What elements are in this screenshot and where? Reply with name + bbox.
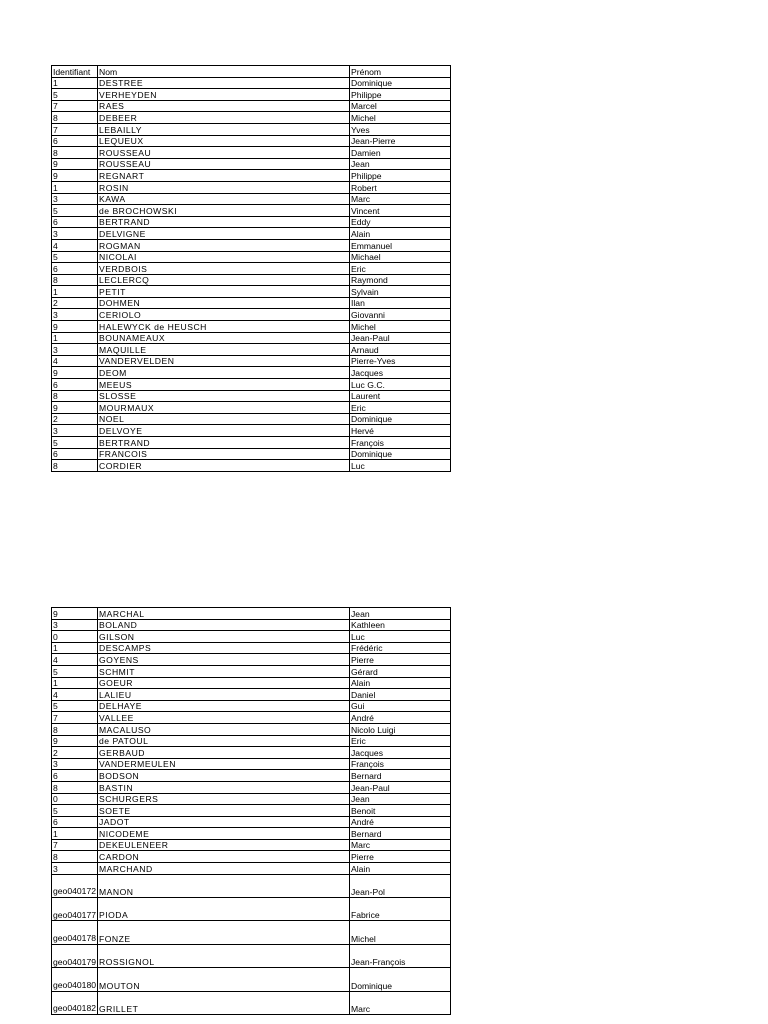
cell-nom: FONZE	[98, 921, 350, 944]
cell-identifiant: 3	[52, 758, 98, 770]
cell-prenom: Gui	[350, 700, 451, 712]
cell-prenom: Jean-Paul	[350, 332, 451, 344]
cell-identifiant: 3	[52, 619, 98, 631]
table-row	[52, 413, 451, 425]
table-row	[52, 274, 451, 286]
table-row	[52, 944, 451, 967]
cell-identifiant: 2	[52, 297, 98, 309]
cell-prenom: Gérard	[350, 665, 451, 677]
cell-prenom: Robert	[350, 181, 451, 193]
cell-nom: DOHMEN	[98, 297, 350, 309]
cell-prenom: Jean-François	[350, 944, 451, 967]
cell-identifiant: 9	[52, 321, 98, 333]
table-row	[52, 425, 451, 437]
cell-prenom: Pierre	[350, 654, 451, 666]
table-row	[52, 448, 451, 460]
cell-identifiant: 1	[52, 286, 98, 298]
cell-prenom: Luc	[350, 631, 451, 643]
cell-identifiant: 6	[52, 816, 98, 828]
table-row	[52, 355, 451, 367]
cell-prenom: Michel	[350, 921, 451, 944]
cell-nom: SOETE	[98, 805, 350, 817]
cell-identifiant: 6	[52, 216, 98, 228]
table-row	[52, 286, 451, 298]
cell-nom: MOUTON	[98, 968, 350, 991]
cell-identifiant: geo040172	[52, 874, 98, 897]
cell-prenom: Vincent	[350, 205, 451, 217]
cell-prenom: Luc G.C.	[350, 379, 451, 391]
cell-prenom: Eddy	[350, 216, 451, 228]
cell-nom: VERHEYDEN	[98, 89, 350, 101]
cell-identifiant: geo040179	[52, 944, 98, 967]
cell-nom: NICODEME	[98, 828, 350, 840]
table-row	[52, 147, 451, 159]
cell-prenom: Jean-Pol	[350, 874, 451, 897]
table-row	[52, 77, 451, 89]
table-row	[52, 747, 451, 759]
cell-nom: ROGMAN	[98, 239, 350, 251]
table-row	[52, 619, 451, 631]
cell-nom: BODSON	[98, 770, 350, 782]
table-row	[52, 100, 451, 112]
cell-identifiant: 6	[52, 379, 98, 391]
cell-nom: SCHURGERS	[98, 793, 350, 805]
cell-identifiant: 7	[52, 712, 98, 724]
cell-nom: BASTIN	[98, 781, 350, 793]
table-row	[52, 700, 451, 712]
cell-nom: DEKEULENEER	[98, 839, 350, 851]
cell-prenom: Dominique	[350, 77, 451, 89]
table-row	[52, 112, 451, 124]
table-row	[52, 170, 451, 182]
cell-nom: CORDIER	[98, 460, 350, 472]
cell-nom: MACALUSO	[98, 723, 350, 735]
table-row	[52, 228, 451, 240]
cell-prenom: Hervé	[350, 425, 451, 437]
cell-prenom: Eric	[350, 402, 451, 414]
cell-prenom: Laurent	[350, 390, 451, 402]
table-row	[52, 851, 451, 863]
cell-nom: DESCAMPS	[98, 642, 350, 654]
cell-identifiant: 8	[52, 147, 98, 159]
cell-prenom: Marc	[350, 991, 451, 1014]
table-row	[52, 402, 451, 414]
table-row	[52, 193, 451, 205]
cell-identifiant: 5	[52, 251, 98, 263]
cell-identifiant: 5	[52, 665, 98, 677]
cell-prenom: Raymond	[350, 274, 451, 286]
table-row	[52, 828, 451, 840]
cell-identifiant: 4	[52, 654, 98, 666]
cell-identifiant: 9	[52, 608, 98, 620]
cell-nom: MARCHAND	[98, 863, 350, 875]
cell-identifiant: 3	[52, 863, 98, 875]
cell-identifiant: 9	[52, 402, 98, 414]
cell-identifiant: 6	[52, 135, 98, 147]
cell-nom: PETIT	[98, 286, 350, 298]
cell-identifiant: 1	[52, 642, 98, 654]
cell-identifiant: 7	[52, 100, 98, 112]
cell-nom: HALEWYCK de HEUSCH	[98, 321, 350, 333]
table-row	[52, 239, 451, 251]
cell-nom: DELVIGNE	[98, 228, 350, 240]
cell-prenom: Sylvain	[350, 286, 451, 298]
table-row	[52, 216, 451, 228]
cell-nom: ROUSSEAU	[98, 147, 350, 159]
cell-identifiant: 5	[52, 205, 98, 217]
cell-identifiant: 8	[52, 460, 98, 472]
table-row	[52, 805, 451, 817]
cell-nom: GERBAUD	[98, 747, 350, 759]
cell-identifiant: 8	[52, 112, 98, 124]
cell-prenom: Jean	[350, 158, 451, 170]
cell-identifiant: 9	[52, 158, 98, 170]
cell-nom: VANDERVELDEN	[98, 355, 350, 367]
header-prenom: Prénom	[350, 66, 451, 78]
cell-prenom: Arnaud	[350, 344, 451, 356]
cell-nom: DELVOYE	[98, 425, 350, 437]
cell-nom: MEEUS	[98, 379, 350, 391]
table-row	[52, 654, 451, 666]
cell-identifiant: 7	[52, 123, 98, 135]
cell-prenom: André	[350, 712, 451, 724]
table-row	[52, 874, 451, 897]
cell-prenom: Bernard	[350, 828, 451, 840]
cell-prenom: Alain	[350, 677, 451, 689]
table-row	[52, 309, 451, 321]
cell-identifiant: 4	[52, 689, 98, 701]
cell-identifiant: 8	[52, 851, 98, 863]
table-row	[52, 437, 451, 449]
cell-nom: VALLEE	[98, 712, 350, 724]
cell-identifiant: 1	[52, 332, 98, 344]
cell-nom: DESTREE	[98, 77, 350, 89]
cell-nom: LECLERCQ	[98, 274, 350, 286]
table-row	[52, 665, 451, 677]
cell-prenom: Luc	[350, 460, 451, 472]
cell-prenom: Bernard	[350, 770, 451, 782]
cell-identifiant: 5	[52, 805, 98, 817]
cell-nom: VERDBOIS	[98, 263, 350, 275]
cell-identifiant: 1	[52, 677, 98, 689]
cell-identifiant: 7	[52, 839, 98, 851]
header-identifiant: Identifiant	[52, 66, 98, 78]
table-row	[52, 379, 451, 391]
table-row	[52, 991, 451, 1014]
cell-identifiant: 4	[52, 239, 98, 251]
cell-identifiant: 1	[52, 181, 98, 193]
cell-prenom: Philippe	[350, 170, 451, 182]
table-row	[52, 770, 451, 782]
cell-nom: LALIEU	[98, 689, 350, 701]
cell-prenom: Jean	[350, 793, 451, 805]
cell-identifiant: geo040182	[52, 991, 98, 1014]
cell-identifiant: 4	[52, 355, 98, 367]
cell-prenom: Jacques	[350, 367, 451, 379]
cell-nom: SLOSSE	[98, 390, 350, 402]
cell-nom: LEBAILLY	[98, 123, 350, 135]
table-row	[52, 251, 451, 263]
cell-identifiant: 8	[52, 274, 98, 286]
cell-nom: ROSIN	[98, 181, 350, 193]
cell-prenom: Michel	[350, 112, 451, 124]
cell-identifiant: 0	[52, 793, 98, 805]
cell-prenom: Dominique	[350, 968, 451, 991]
cell-identifiant: 8	[52, 781, 98, 793]
cell-prenom: Giovanni	[350, 309, 451, 321]
cell-prenom: Jean-Pierre	[350, 135, 451, 147]
cell-identifiant: 6	[52, 448, 98, 460]
table-row	[52, 712, 451, 724]
cell-identifiant: geo040177	[52, 898, 98, 921]
cell-nom: NOEL	[98, 413, 350, 425]
cell-prenom: Daniel	[350, 689, 451, 701]
cell-identifiant: 2	[52, 413, 98, 425]
table-row	[52, 723, 451, 735]
cell-nom: FRANCOIS	[98, 448, 350, 460]
table-row	[52, 263, 451, 275]
cell-prenom: Pierre	[350, 851, 451, 863]
table-row	[52, 781, 451, 793]
table-row	[52, 677, 451, 689]
table-row	[52, 968, 451, 991]
cell-identifiant: 2	[52, 747, 98, 759]
cell-nom: DEBEER	[98, 112, 350, 124]
cell-prenom: Frédéric	[350, 642, 451, 654]
cell-identifiant: 3	[52, 228, 98, 240]
cell-prenom: Michel	[350, 321, 451, 333]
cell-prenom: Marc	[350, 193, 451, 205]
table-row	[52, 332, 451, 344]
cell-identifiant: 9	[52, 735, 98, 747]
header-row	[52, 66, 451, 78]
cell-nom: GOEUR	[98, 677, 350, 689]
table-row	[52, 758, 451, 770]
table-row	[52, 898, 451, 921]
cell-prenom: Damien	[350, 147, 451, 159]
cell-nom: DEOM	[98, 367, 350, 379]
cell-prenom: Ilan	[350, 297, 451, 309]
table-row	[52, 793, 451, 805]
cell-nom: JADOT	[98, 816, 350, 828]
cell-nom: RAES	[98, 100, 350, 112]
cell-prenom: Dominique	[350, 448, 451, 460]
cell-prenom: Benoit	[350, 805, 451, 817]
header-nom: Nom	[98, 66, 350, 78]
table-row	[52, 839, 451, 851]
cell-prenom: Alain	[350, 228, 451, 240]
cell-nom: BERTRAND	[98, 216, 350, 228]
cell-nom: ROUSSEAU	[98, 158, 350, 170]
cell-prenom: Philippe	[350, 89, 451, 101]
table-row	[52, 123, 451, 135]
cell-prenom: Yves	[350, 123, 451, 135]
cell-prenom: Dominique	[350, 413, 451, 425]
table-row	[52, 689, 451, 701]
cell-prenom: Fabrice	[350, 898, 451, 921]
cell-nom: BERTRAND	[98, 437, 350, 449]
cell-prenom: André	[350, 816, 451, 828]
cell-identifiant: 8	[52, 723, 98, 735]
cell-prenom: François	[350, 437, 451, 449]
table-row	[52, 460, 451, 472]
cell-prenom: Eric	[350, 263, 451, 275]
cell-nom: KAWA	[98, 193, 350, 205]
table-row	[52, 205, 451, 217]
table-row	[52, 158, 451, 170]
cell-identifiant: 3	[52, 193, 98, 205]
table-row	[52, 816, 451, 828]
cell-nom: NICOLAI	[98, 251, 350, 263]
cell-identifiant: 5	[52, 89, 98, 101]
table-row	[52, 135, 451, 147]
cell-prenom: François	[350, 758, 451, 770]
cell-identifiant: geo040180	[52, 968, 98, 991]
cell-prenom: Kathleen	[350, 619, 451, 631]
cell-prenom: Jean-Paul	[350, 781, 451, 793]
cell-prenom: Alain	[350, 863, 451, 875]
cell-prenom: Emmanuel	[350, 239, 451, 251]
table-row	[52, 297, 451, 309]
cell-identifiant: 9	[52, 367, 98, 379]
cell-identifiant: 6	[52, 770, 98, 782]
table-row	[52, 642, 451, 654]
cell-prenom: Eric	[350, 735, 451, 747]
cell-identifiant: 3	[52, 309, 98, 321]
table-row	[52, 608, 451, 620]
cell-nom: MAQUILLE	[98, 344, 350, 356]
cell-prenom: Marcel	[350, 100, 451, 112]
cell-nom: MARCHAL	[98, 608, 350, 620]
cell-identifiant: 3	[52, 344, 98, 356]
cell-nom: GOYENS	[98, 654, 350, 666]
cell-prenom: Michael	[350, 251, 451, 263]
cell-nom: SCHMIT	[98, 665, 350, 677]
cell-nom: CERIOLO	[98, 309, 350, 321]
cell-identifiant: 1	[52, 77, 98, 89]
cell-nom: REGNART	[98, 170, 350, 182]
table-row	[52, 735, 451, 747]
cell-prenom: Pierre-Yves	[350, 355, 451, 367]
table-row	[52, 89, 451, 101]
cell-nom: GRILLET	[98, 991, 350, 1014]
table-row	[52, 321, 451, 333]
cell-identifiant: 0	[52, 631, 98, 643]
cell-identifiant: 5	[52, 437, 98, 449]
cell-nom: BOLAND	[98, 619, 350, 631]
table-identifiants-2	[51, 607, 451, 1015]
cell-prenom: Nicolo Luigi	[350, 723, 451, 735]
cell-nom: de PATOUL	[98, 735, 350, 747]
cell-identifiant: 6	[52, 263, 98, 275]
cell-identifiant: 5	[52, 700, 98, 712]
table-row	[52, 181, 451, 193]
cell-prenom: Jacques	[350, 747, 451, 759]
cell-nom: PIODA	[98, 898, 350, 921]
table-identifiants-1	[51, 65, 451, 472]
cell-nom: MANON	[98, 874, 350, 897]
cell-identifiant: 3	[52, 425, 98, 437]
cell-prenom: Marc	[350, 839, 451, 851]
cell-nom: VANDERMEULEN	[98, 758, 350, 770]
cell-nom: BOUNAMEAUX	[98, 332, 350, 344]
cell-identifiant: 1	[52, 828, 98, 840]
cell-identifiant: 8	[52, 390, 98, 402]
table-row	[52, 863, 451, 875]
cell-nom: ROSSIGNOL	[98, 944, 350, 967]
cell-prenom: Jean	[350, 608, 451, 620]
cell-identifiant: 9	[52, 170, 98, 182]
cell-identifiant: geo040178	[52, 921, 98, 944]
cell-nom: de BROCHOWSKI	[98, 205, 350, 217]
table-row	[52, 367, 451, 379]
cell-nom: DELHAYE	[98, 700, 350, 712]
table-row	[52, 921, 451, 944]
cell-nom: GILSON	[98, 631, 350, 643]
table-row	[52, 390, 451, 402]
cell-nom: MOURMAUX	[98, 402, 350, 414]
table-row	[52, 344, 451, 356]
table-row	[52, 631, 451, 643]
cell-nom: LEQUEUX	[98, 135, 350, 147]
cell-nom: CARDON	[98, 851, 350, 863]
